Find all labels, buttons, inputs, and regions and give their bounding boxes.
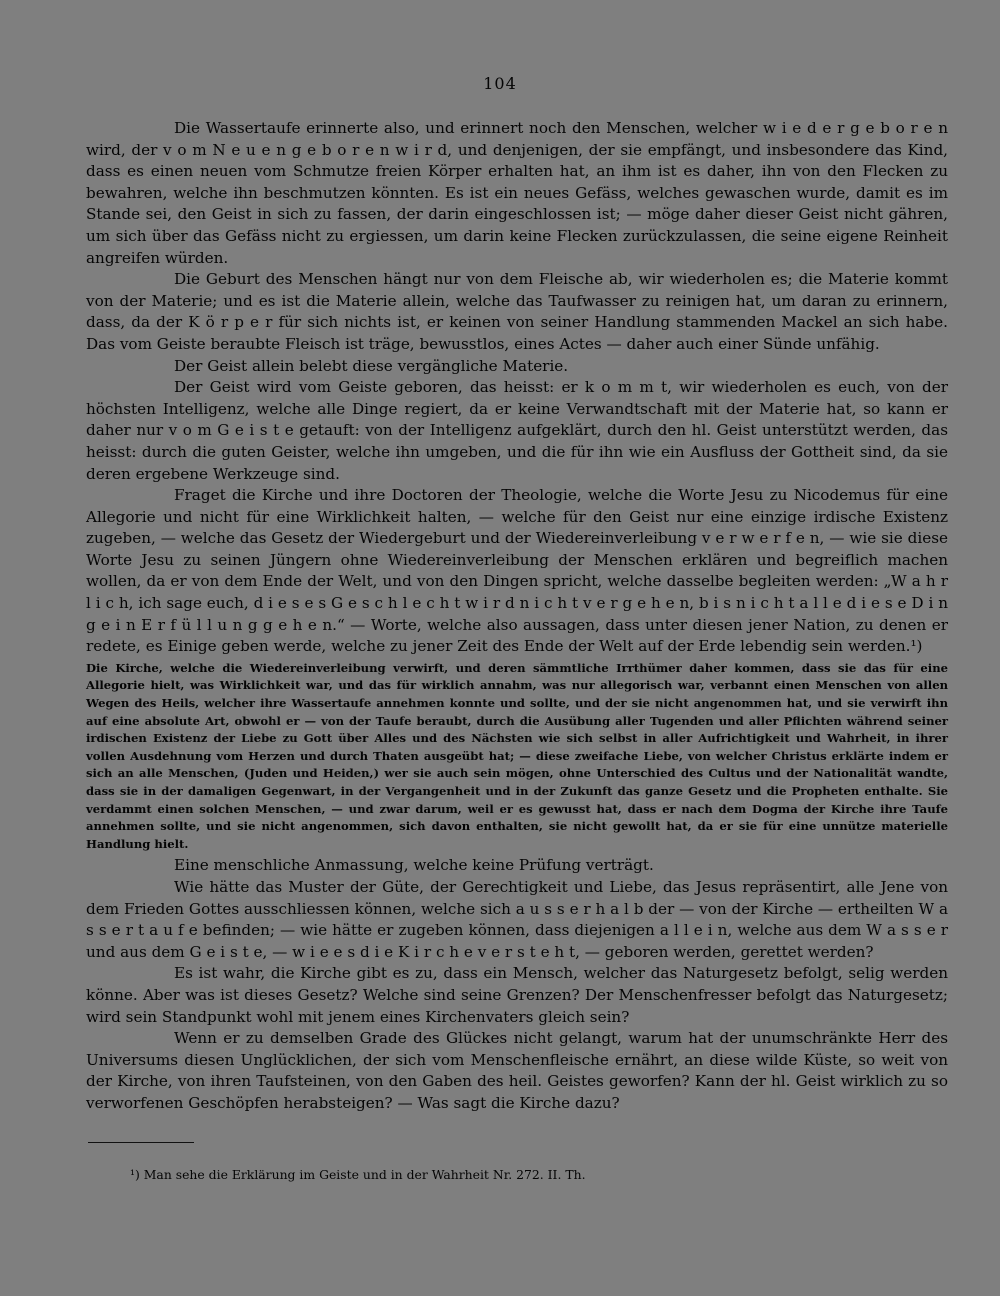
footnote-divider [88,1142,194,1143]
small-print-paragraph: Die Kirche, welche die Wiedereinverleibung verwirft, und deren sämmtliche Irrthümer daher kommen, dass sie das für eine Allegorie hielt, was Wirklichkeit war, und das für wirklich annahm, was nur allegorisch war, verbannt einen Menschen von allen Wegen des Heils, welcher ihre Wassertaufe annehmen konnte und sollte, und der sie nicht angenommen hat, und sie verwirft ihn auf eine absolute Art, obwohl er — von der Taufe beraubt, durch die Ausübung aller Tugenden und aller Pflichten während seiner irdischen Existenz der Liebe zu Gott über Alles und des Nächsten wie sich selbst in aller Aufrichtigkeit und Wahrheit, in ihrer vollen Ausdehnung vom Herzen und durch Thaten ausgeübt hat; — diese zweifache Liebe, von welcher Christus erklärte indem er sich an alle Menschen, (Juden und Heiden,) wer sie auch sein mögen, ohne Unterschied des Cultus und der Nationalität wandte, dass sie in der damaligen Gegenwart, in der Vergangenheit und in der Zukunft das ganze Gesetz und die Propheten enthalte. Sie verdammt einen solchen Menschen, — und zwar darum, weil er es gewusst hat, dass er nach dem Dogma der Kirche ihre Taufe annehmen sollte, und sie nicht angenommen, sich davon enthalten, sie nicht gewollt hat, da er sie für eine unnütze materielle Handlung hielt. [86,660,948,851]
paragraph-3: Der Geist allein belebt diese vergängliche Materie. [174,356,569,375]
paragraph-4: Der Geist wird vom Geiste geboren, das heisst: er k o m m t, wir wiederholen es euch, von der höchsten Intelligenz, welche alle Dinge regiert, da er keine Verwandtschaft mit der Materie hat, so kann er daher nur v o m G e i s t e getauft: von der Intelligenz aufgeklärt, durch den hl. Geist unterstützt werden, das heisst: durch die guten Geister, welche ihn umgeben, und die für ihn wie ein Ausfluss der Gottheit sind, da sie deren ergebene Werkzeuge sind. [86,378,948,483]
main-text [86,118,948,1115]
paragraph-7: Wie hätte das Muster der Güte, der Gerechtigkeit und Liebe, das Jesus repräsentirt, alle Jene von dem Frieden Gottes ausschliessen können, welche sich a u s s e r h a l b der — von der Kirche — ertheilten W a s s e r t a u f e befinden; — wie hätte er zugeben können, dass diejenigen a l l e i n, welche aus dem W a s s e r und aus dem G e i s t e, — w i e e s d i e K i r c h e v e r s t e h t, — geboren werden, gerettet werden? [86,877,948,961]
paragraph-9: Wenn er zu demselben Grade des Glückes nicht gelangt, warum hat der unumschränkte Herr des Universums diesen Unglücklichen, der sich vom Menschenfleische ernährt, an diese wilde Küste, so weit von der Kirche, von ihren Taufsteinen, von den Gaben des heil. Geistes geworfen? Kann der hl. Geist wirklich zu so verworfenen Geschöpfen herabsteigen? — Was sagt die Kirche dazu? [86,1029,948,1112]
paragraph-6: Eine menschliche Anmassung, welche keine Prüfung verträgt. [174,856,654,875]
page-number: 104 [483,74,517,93]
paragraph-2: Die Geburt des Menschen hängt nur von dem Fleische ab, wir wiederholen es; die Materie kommt von der Materie; und es ist die Materie allein, welche das Taufwasser zu reinigen hat, um daran zu erinnern, dass, da der K ö r p e r für sich nichts ist, er keinen von seiner Handlung stammenden Mackel an sich habe. Das vom Geiste beraubte Fleisch ist träge, bewusstlos, eines Actes — daher auch einer Sünde unfähig. [86,270,948,353]
footnote: ¹) Man sehe die Erklärung im Geiste und in der Wahrheit Nr. 272. II. Th. [130,1167,586,1182]
paragraph-8: Es ist wahr, die Kirche gibt es zu, dass ein Mensch, welcher das Naturgesetz befolgt, selig werden könne. Aber was ist dieses Gesetz? Welche sind seine Grenzen? Der Menschenfresser befolgt das Naturgesetz; wird sein Standpunkt wohl mit jenem eines Kirchenvaters gleich sein? [86,964,948,1026]
paragraph-1: Die Wassertaufe erinnerte also, und erinnert noch den Menschen, welcher w i e d e r g e b o r e n wird, der v o m N e u e n g e b o r e n w i r d, und denjenigen, der sie empfängt, und insbesondere das Kind, dass es einen neuen vom Schmutze freien Körper erhalten hat, an ihm ist es daher, ihn von den Flecken zu bewahren, welche ihn beschmutzen könnten. Es ist ein neues Gefäss, welches gewaschen wurde, damit es im Stande sei, den Geist in sich zu fassen, der darin eingeschlossen ist; — möge daher dieser Geist nicht gähren, um sich über das Gefäss nicht zu ergiessen, um darin keine Flecken zurückzulassen, die seine eigene Reinheit angreifen würden. [86,119,948,267]
paragraph-5: Fraget die Kirche und ihre Doctoren der Theologie, welche die Worte Jesu zu Nicodemus für eine Allegorie und nicht für eine Wirklichkeit halten, — welche für den Geist nur eine einzige irdische Existenz zugeben, — welche das Gesetz der Wiedergeburt und der Wiedereinverleibung v e r w e r f e n, — wie sie diese Worte Jesu zu seinen Jüngern ohne Wiedereinverleibung der Menschen erklären und begreiflich machen wollen, da er von dem Ende der Welt, und von den Dingen spricht, welche dasselbe begleiten werden: „W a h r l i c h, ich sage euch, d i e s e s G e s c h l e c h t w i r d n i c h t v e r g e h e n, b i s n i c h t a l l e d i e s e D i n g e i n E r f ü l l u n g g e h e n.“ — Worte, welche also aussagen, dass unter diesen jener Nation, zu denen er redete, es Einige geben werde, welche zu jener Zeit des Ende der Welt auf der Erde lebendig sein werden.¹) [86,486,948,656]
